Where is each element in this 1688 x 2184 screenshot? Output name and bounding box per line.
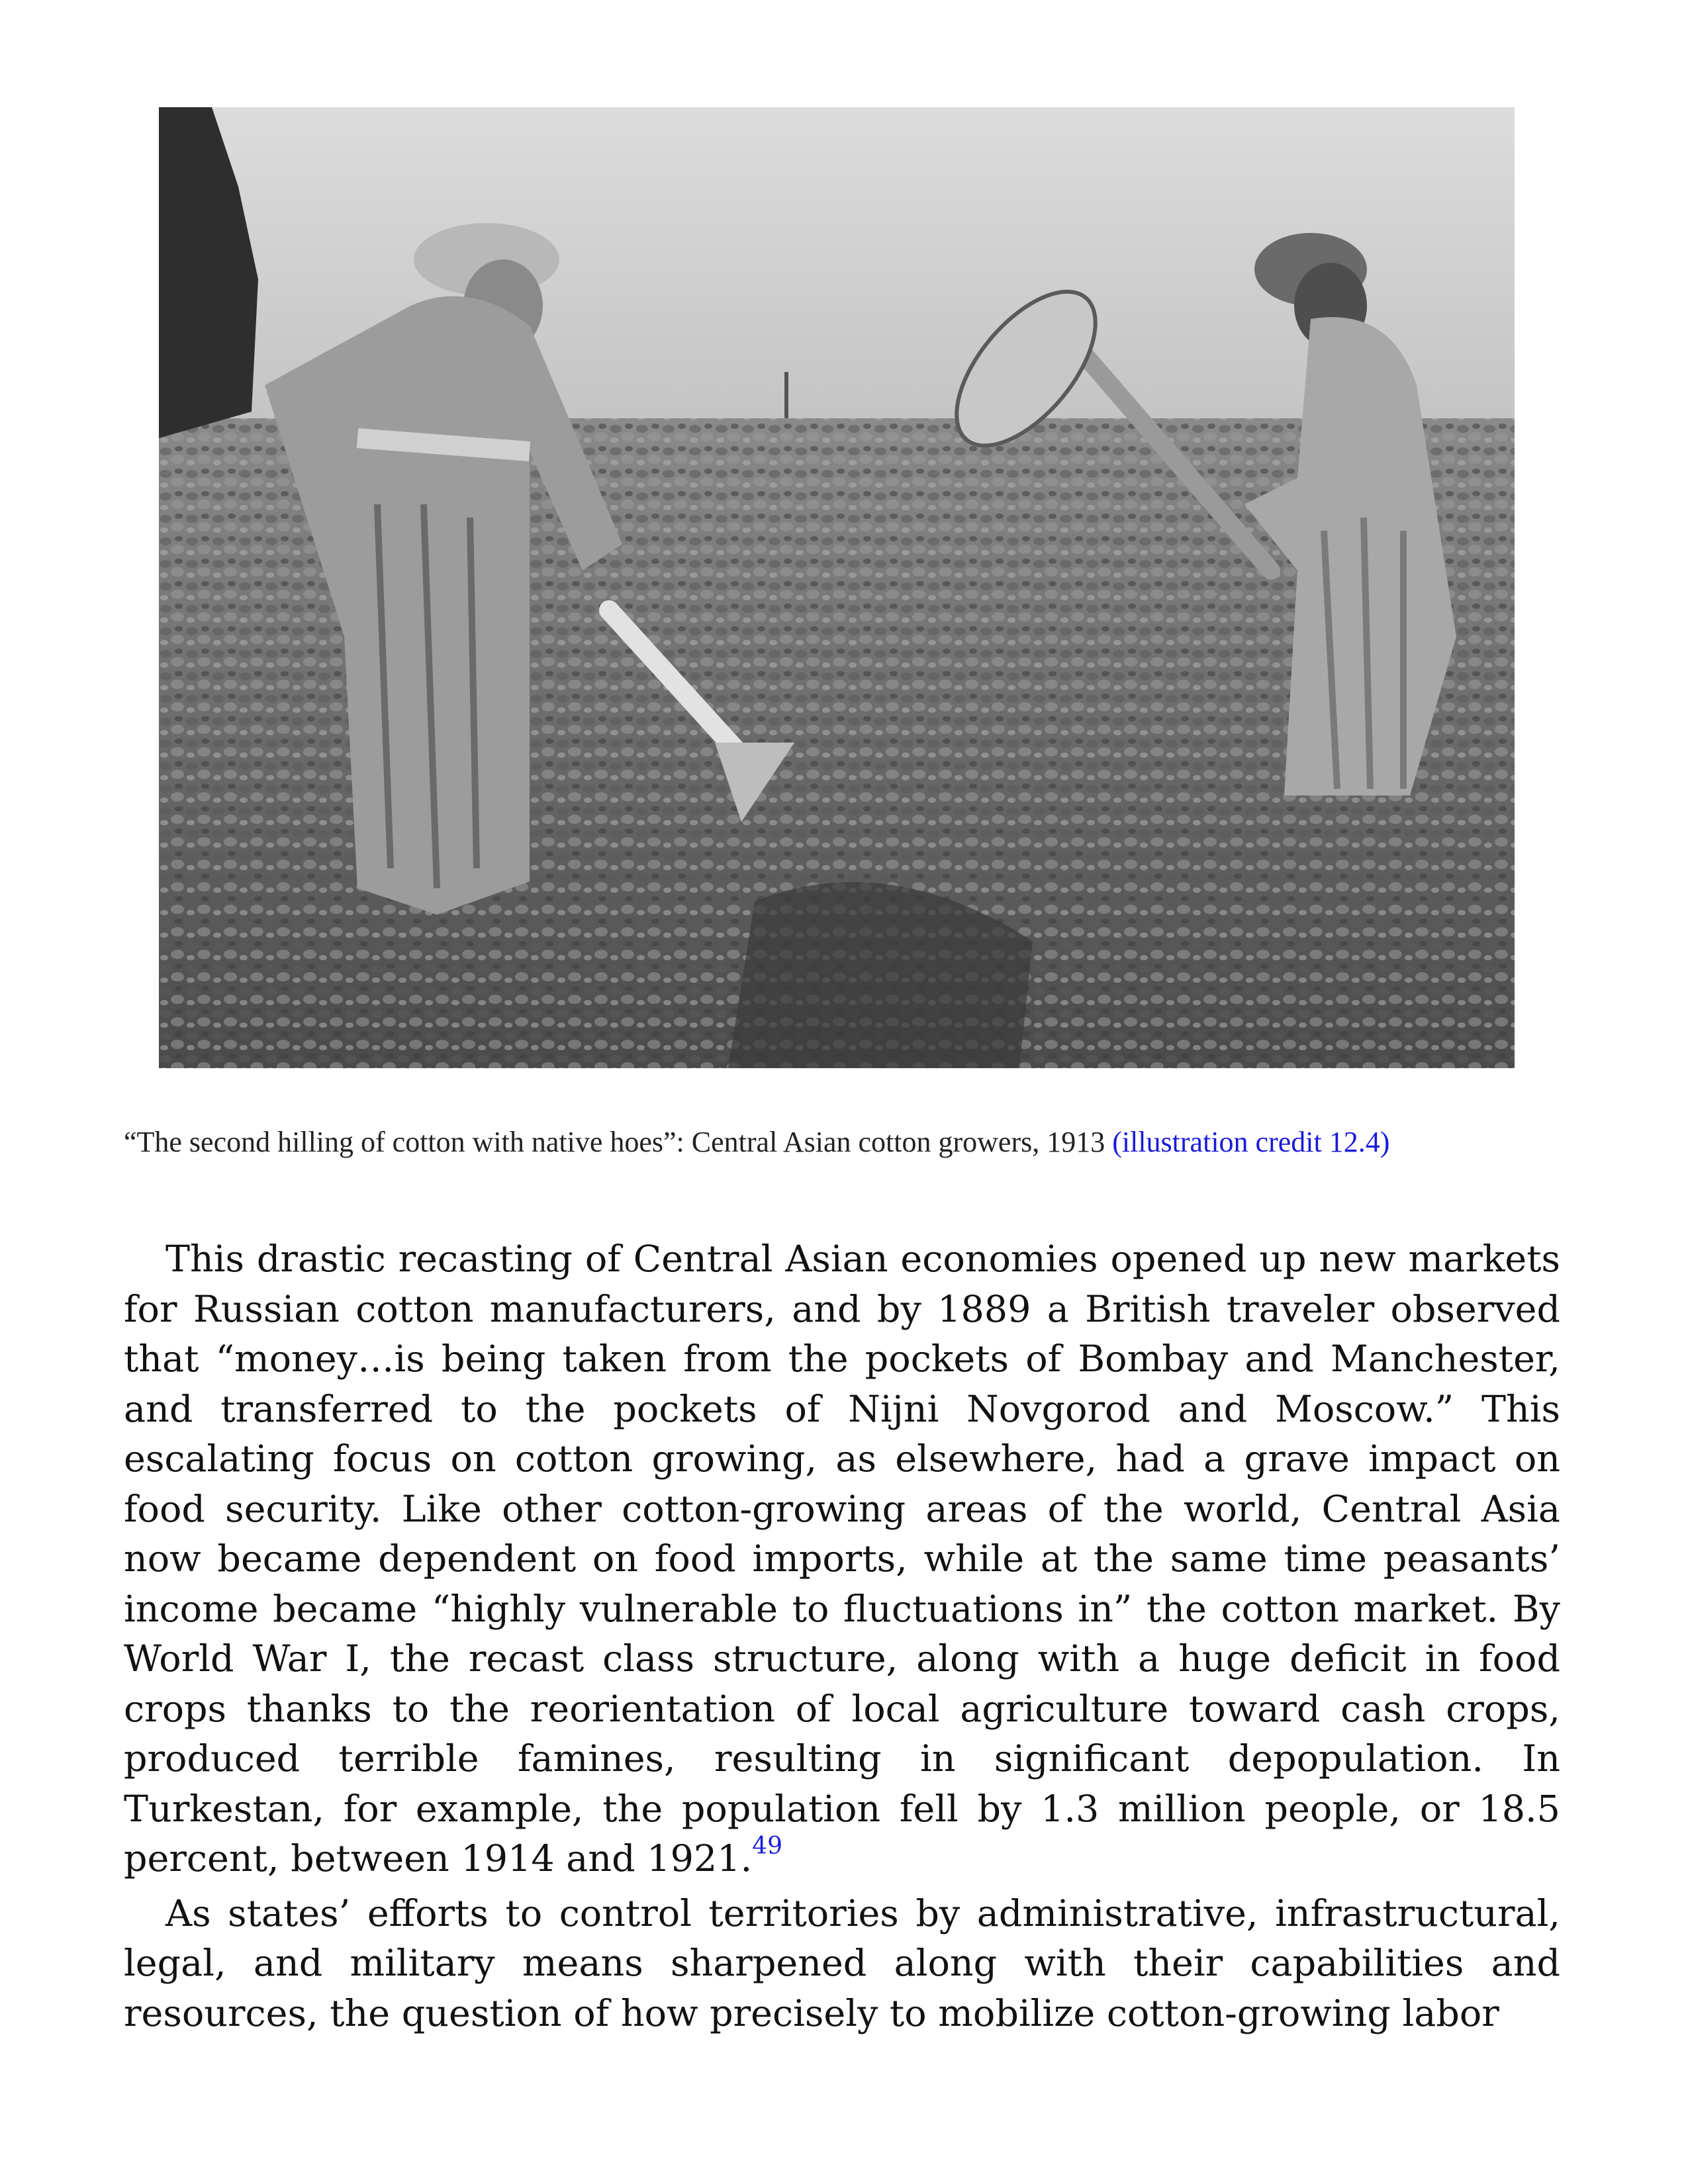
cotton-growers-photo [159, 107, 1515, 1068]
illustration-credit-link[interactable]: (illustration credit 12.4) [1112, 1126, 1390, 1158]
paragraph-1-text: This drastic recasting of Central Asian economies opened up new markets for Russian cotton manufacturers, and by 1889 a British traveler observed that “money…is being taken from the pockets of Bombay and Manchester, and transferred to the pockets of Nijni Novgorod and Moscow.” This escalating focus on cotton growing, as elsewhere, had a grave impact on food security. Like other cotton-growing areas of the world, Central Asia now became dependent on food imports, while at the same time peasants’ income became “highly vulnerable to fluctuations in” the cotton market. By World War I, the recast class structure, along with a huge deficit in food crops thanks to the reorientation of local agriculture toward cash crops, produced terrible famines, resulting in significant depopulation. In Turkestan, for example, the population fell by 1.3 million people, or 18.5 percent, between 1914 and 1921. [124, 1238, 1560, 1880]
paragraph-1 [124, 1234, 1560, 1889]
footnote-49-link[interactable]: 49 [752, 1833, 783, 1860]
body-text [124, 1234, 1560, 2038]
paragraph-2-text: As states’ efforts to control territories by administrative, infrastructural, legal, and military means sharpened along with their capabilities and resources, the question of how precisely to mobilize cotton-growing labor [124, 1891, 1560, 2035]
paragraph-2 [124, 1889, 1560, 2039]
figure-caption [124, 1114, 1567, 1171]
photo-illustration [159, 107, 1515, 1068]
caption-text: “The second hilling of cotton with native hoes”: Central Asian cotton growers, 1913 [124, 1126, 1105, 1158]
